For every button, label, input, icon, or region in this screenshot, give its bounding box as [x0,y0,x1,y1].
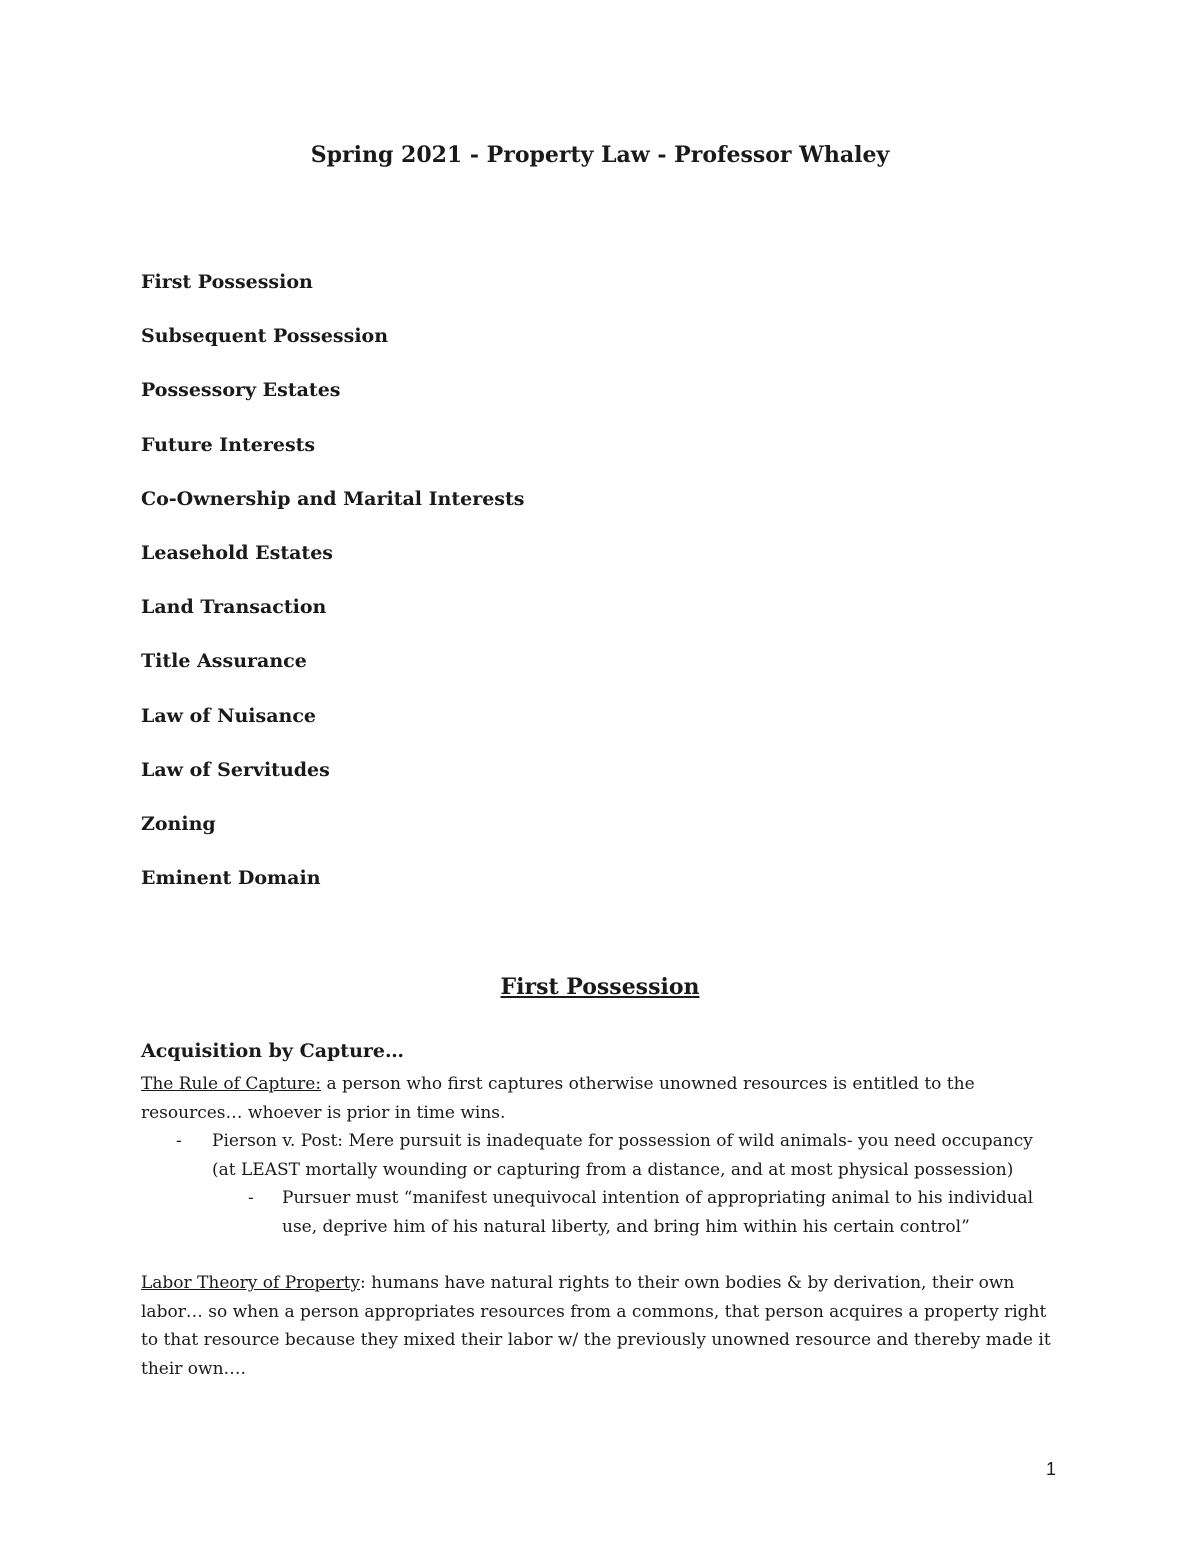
bullet-text-line: (at LEAST mortally wounding or capturing from a distance, and at most physical possession) [212,1159,1014,1180]
toc-item: Law of Nuisance [141,704,316,727]
bullet-text-line: Pursuer must “manifest unequivocal intention of appropriating animal to his individual [282,1188,1034,1208]
bullet-dash: - [176,1131,182,1151]
bullet-pierson-v-post [176,1127,1076,1185]
rule-of-capture-paragraph [141,1070,1066,1127]
document-title: Spring 2021 - Property Law - Professor Whaley [310,142,890,168]
section-heading: First Possession [500,974,700,1000]
bullet-pursuer-must [248,1184,1078,1242]
toc-item: Land Transaction [141,596,327,619]
toc-item: Leasehold Estates [141,541,333,564]
page-number: 1 [1046,1459,1057,1479]
toc-item: Future Interests [141,433,316,456]
labor-theory-text: : humans have natural rights to their own bodies & by derivation, their own labor… so when a person appropriates resources from a commons, that person acquires a property right to that resource because they mixed their labor w/ the previously unowned resource and thereby made it their own…. [141,1273,1051,1379]
labor-theory-term: Labor Theory of Property [141,1273,361,1293]
toc-item: Title Assurance [141,650,307,673]
table-of-contents [141,270,524,920]
toc-item: Subsequent Possession [141,325,389,348]
rule-of-capture-term: The Rule of Capture: [141,1074,322,1094]
toc-item: Law of Servitudes [141,758,330,781]
toc-item: Eminent Domain [141,867,321,890]
toc-item: Co-Ownership and Marital Interests [141,487,525,510]
bullet-text-line: use, deprive him of his natural liberty, and bring him within his certain control” [282,1216,970,1237]
bullet-text-line: Pierson v. Post: Mere pursuit is inadequate for possession of wild animals- you need occupancy [212,1131,1033,1151]
toc-item: Possessory Estates [141,379,341,402]
subheading: Acquisition by Capture… [141,1040,404,1062]
toc-item: First Possession [141,271,313,293]
labor-theory-paragraph [141,1269,1066,1383]
bullet-dash: - [248,1188,254,1208]
rule-of-capture-text: a person who first captures otherwise unowned resources is entitled to the resources… whoever is prior in time wins. [141,1074,975,1123]
toc-item: Zoning [141,812,216,835]
